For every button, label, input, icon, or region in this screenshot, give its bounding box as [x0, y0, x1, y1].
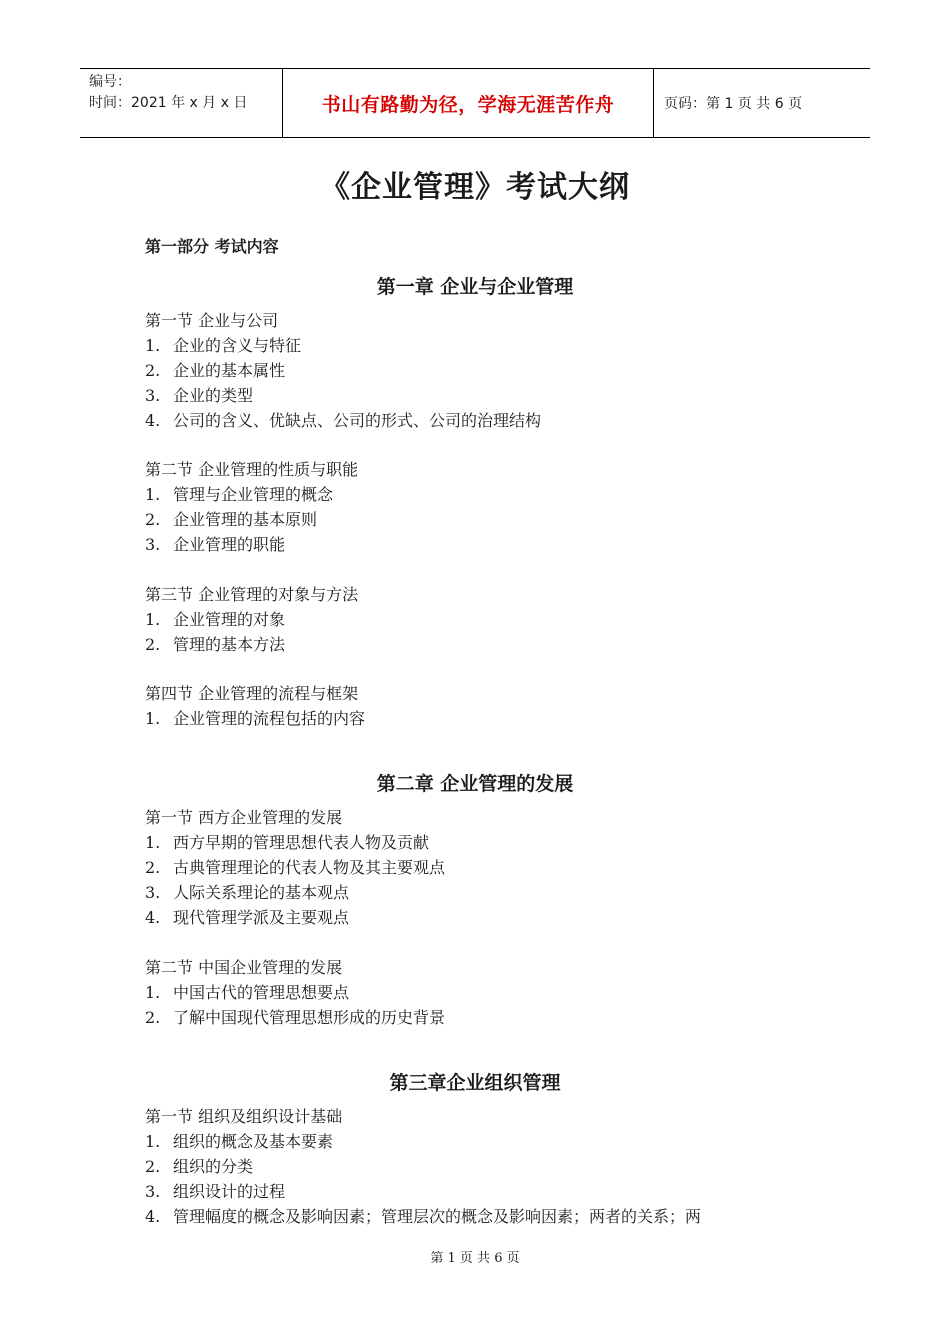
section-heading: 第一节 企业与公司 — [145, 311, 279, 330]
header-meta — [80, 69, 282, 137]
list-item: 2. 管理的基本方法 — [145, 635, 286, 654]
section-heading: 第三节 企业管理的对象与方法 — [145, 585, 359, 604]
header-table — [80, 68, 870, 138]
list-item: 2. 企业管理的基本原则 — [145, 510, 318, 529]
motto: 书山有路勤为径，学海无涯苦作舟 — [321, 93, 615, 116]
list-item: 4. 公司的含义、优缺点、公司的形式、公司的治理结构 — [145, 411, 542, 430]
list-item: 3. 企业管理的职能 — [145, 535, 286, 554]
list-item: 2. 古典管理理论的代表人物及其主要观点 — [145, 858, 446, 877]
list-item: 1. 组织的概念及基本要素 — [145, 1132, 334, 1151]
list-item: 4. 管理幅度的概念及影响因素；管理层次的概念及影响因素；两者的关系；两 — [145, 1207, 702, 1226]
section-heading: 第一节 组织及组织设计基础 — [145, 1107, 343, 1126]
section-heading: 第四节 企业管理的流程与框架 — [145, 684, 359, 703]
header-motto-cell — [282, 69, 654, 137]
list-item: 3. 组织设计的过程 — [145, 1182, 286, 1201]
section-heading: 第一节 西方企业管理的发展 — [145, 808, 343, 827]
list-item: 1. 中国古代的管理思想要点 — [145, 983, 350, 1002]
list-item: 1. 西方早期的管理思想代表人物及贡献 — [145, 833, 430, 852]
list-item: 2. 组织的分类 — [145, 1157, 254, 1176]
list-item: 3. 企业的类型 — [145, 386, 254, 405]
list-item: 1. 企业管理的流程包括的内容 — [145, 709, 366, 728]
list-item: 2. 了解中国现代管理思想形成的历史背景 — [145, 1008, 446, 1027]
list-item: 1. 企业的含义与特征 — [145, 336, 302, 355]
page-footer: 第 1 页 共 6 页 — [430, 1251, 520, 1266]
page-code: 页码：第 1 页 共 6 页 — [664, 96, 803, 112]
section-heading: 第二节 企业管理的性质与职能 — [145, 460, 359, 479]
header-page-code-cell — [654, 69, 870, 137]
section-heading: 第二节 中国企业管理的发展 — [145, 958, 343, 977]
chapter-heading: 第二章 企业管理的发展 — [376, 773, 574, 795]
chapter-heading: 第三章企业组织管理 — [389, 1072, 561, 1094]
serial-label: 编号： — [89, 74, 131, 90]
date-text: 时间：2021 年 x 月 x 日 — [89, 95, 248, 111]
document-title: 《企业管理》考试大纲 — [320, 170, 630, 205]
list-item: 1. 管理与企业管理的概念 — [145, 485, 334, 504]
list-item: 4. 现代管理学派及主要观点 — [145, 908, 350, 927]
list-item: 2. 企业的基本属性 — [145, 361, 286, 380]
chapter-heading: 第一章 企业与企业管理 — [376, 276, 574, 298]
part-heading: 第一部分 考试内容 — [145, 237, 279, 256]
list-item: 1. 企业管理的对象 — [145, 610, 286, 629]
list-item: 3. 人际关系理论的基本观点 — [145, 883, 350, 902]
